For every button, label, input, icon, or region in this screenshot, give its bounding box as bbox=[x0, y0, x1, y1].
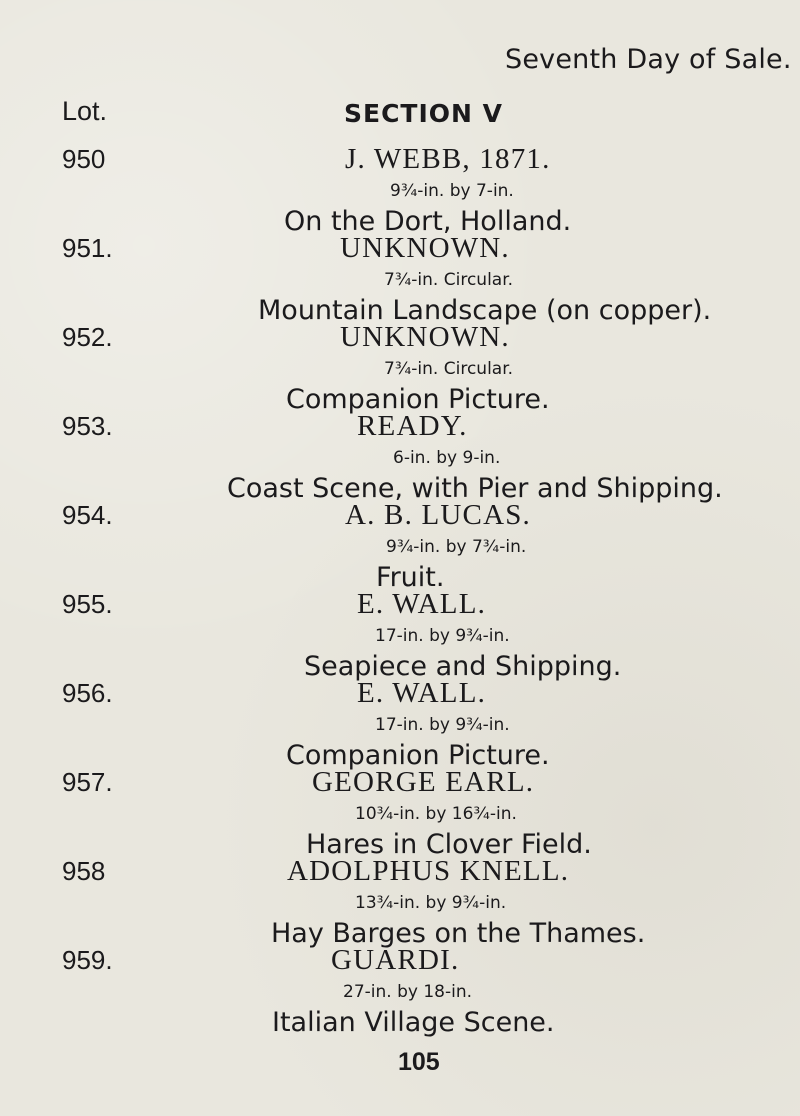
painting-title: Seapiece and Shipping. bbox=[304, 651, 622, 682]
lot-number: 952. bbox=[62, 322, 113, 352]
painting-size: 17-in. by 9¾-in. bbox=[375, 715, 510, 735]
lot-number: 954. bbox=[62, 500, 113, 530]
painting-size: 7¾-in. Circular. bbox=[384, 270, 514, 290]
lot-number: 955. bbox=[62, 589, 113, 619]
painting-title: Italian Village Scene. bbox=[272, 1007, 555, 1038]
artist-name: UNKNOWN. bbox=[340, 321, 510, 353]
artist-name: GUARDI. bbox=[331, 944, 460, 976]
artist-name: GEORGE EARL. bbox=[312, 766, 535, 798]
painting-title: Hay Barges on the Thames. bbox=[271, 918, 646, 949]
artist-name: UNKNOWN. bbox=[340, 232, 510, 264]
painting-size: 9¾-in. by 7-in. bbox=[390, 181, 514, 201]
lot-column-heading: Lot. bbox=[62, 96, 108, 126]
artist-name: J. WEBB, 1871. bbox=[345, 143, 551, 175]
painting-title: Mountain Landscape (on copper). bbox=[258, 295, 712, 326]
lot-number: 956. bbox=[62, 678, 113, 708]
artist-name: E. WALL. bbox=[357, 588, 487, 620]
painting-size: 9¾-in. by 7¾-in. bbox=[386, 537, 527, 557]
lot-number: 950 bbox=[62, 144, 106, 174]
painting-title: Hares in Clover Field. bbox=[306, 829, 592, 860]
painting-size: 6-in. by 9-in. bbox=[393, 448, 501, 468]
lot-number: 959. bbox=[62, 945, 113, 975]
painting-title: Companion Picture. bbox=[286, 384, 550, 415]
painting-title: Coast Scene, with Pier and Shipping. bbox=[227, 473, 723, 504]
page-number: 105 bbox=[398, 1048, 440, 1076]
painting-title: Companion Picture. bbox=[286, 740, 550, 771]
painting-size: 13¾-in. by 9¾-in. bbox=[355, 893, 507, 913]
sale-day-header: Seventh Day of Sale. bbox=[505, 44, 792, 75]
section-title: SECTION V bbox=[344, 99, 504, 128]
lot-number: 958 bbox=[62, 856, 106, 886]
painting-size: 10¾-in. by 16¾-in. bbox=[355, 804, 517, 824]
lot-number: 953. bbox=[62, 411, 113, 441]
lot-number: 957. bbox=[62, 767, 113, 797]
painting-title: Fruit. bbox=[376, 562, 445, 593]
painting-size: 27-in. by 18-in. bbox=[343, 982, 472, 1002]
painting-title: On the Dort, Holland. bbox=[284, 206, 572, 237]
painting-size: 17-in. by 9¾-in. bbox=[375, 626, 510, 646]
lot-number: 951. bbox=[62, 233, 113, 263]
artist-name: A. B. LUCAS. bbox=[345, 499, 532, 531]
painting-size: 7¾-in. Circular. bbox=[384, 359, 514, 379]
artist-name: READY. bbox=[357, 410, 468, 442]
artist-name: E. WALL. bbox=[357, 677, 487, 709]
artist-name: ADOLPHUS KNELL. bbox=[287, 855, 570, 887]
